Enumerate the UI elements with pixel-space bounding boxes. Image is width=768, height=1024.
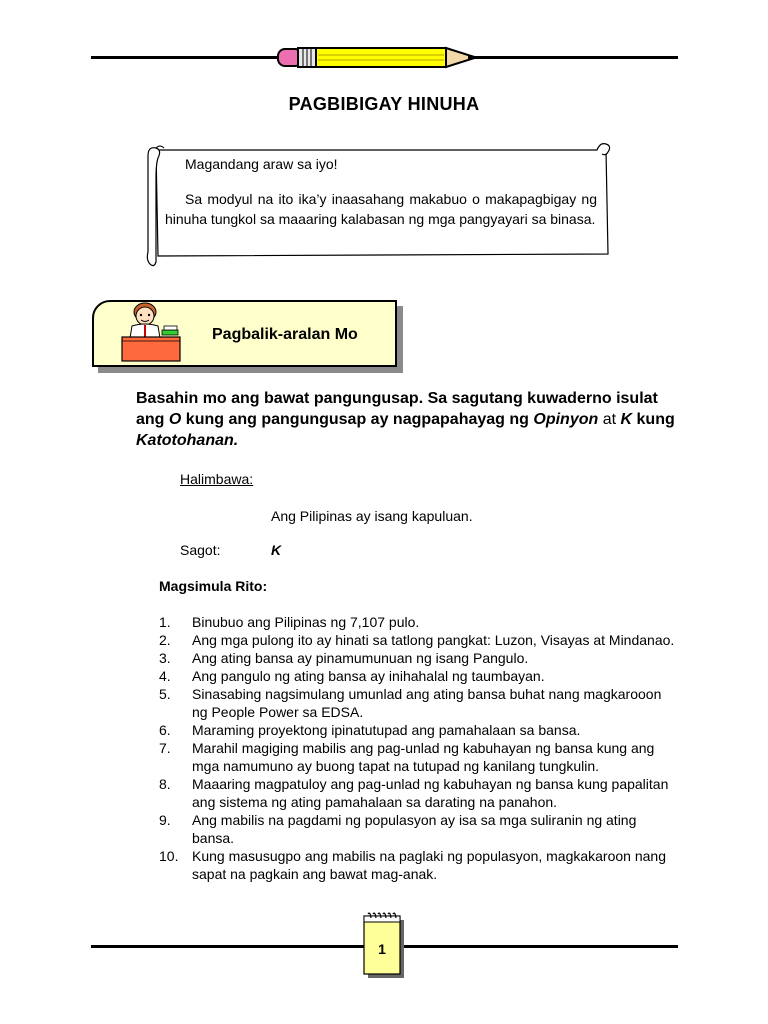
item-text: Binubuo ang Pilipinas ng 7,107 pulo.	[192, 614, 420, 630]
item-text: Sinasabing nagsimulang umunlad ang ating bansa buhat nang magkarooon ng People Power sa EDSA.	[192, 686, 662, 720]
item-number: 5.	[159, 686, 171, 702]
item-text: Maaaring magpatuloy ang pag-unlad ng kabuhayan ng bansa kung papalitan ang sistema ng ating pamahalaan sa darating na panahon.	[192, 776, 669, 810]
list-item	[159, 667, 679, 685]
list-item	[159, 739, 679, 775]
item-number: 1.	[159, 614, 171, 630]
instr-katotohanan: Katotohanan.	[136, 432, 239, 449]
list-item	[159, 847, 679, 883]
exercise-list	[159, 613, 679, 883]
item-text: Maraming proyektong ipinatutupad ang pamahalaan sa bansa.	[192, 722, 581, 738]
item-number: 4.	[159, 668, 171, 684]
item-text: Ang ating bansa ay pinamumunuan ng isang Pangulo.	[192, 650, 529, 666]
review-label: Pagbalik-aralan Mo	[212, 326, 358, 343]
list-item	[159, 685, 679, 721]
instr-text-2: kung ang pangungusap ay nagpapahayag ng	[181, 411, 534, 428]
instr-k-letter: K	[620, 411, 633, 428]
item-text: Marahil magiging mabilis ang pag-unlad ng kabuhayan ng bansa kung ang mga namumuno ay buong tapat na tutupad ng kanilang tungkulin.	[192, 740, 655, 774]
item-number: 6.	[159, 722, 171, 738]
item-number: 10.	[159, 848, 179, 864]
instr-text-1: Basahin mo ang bawat pangungusap. Sa sagutang kuwaderno isulat ang	[136, 390, 658, 428]
instr-text-3: at	[598, 411, 621, 428]
instr-text-4: kung	[632, 411, 675, 428]
list-item	[159, 775, 679, 811]
list-item	[159, 631, 679, 649]
instr-o-letter: O	[168, 411, 182, 428]
student-at-desk-icon	[118, 300, 186, 364]
item-number: 9.	[159, 812, 171, 828]
pencil-icon	[276, 44, 488, 72]
list-item	[159, 613, 679, 631]
list-item	[159, 811, 679, 847]
instr-opinyon: Opinyon	[533, 411, 599, 428]
scroll-text	[165, 154, 597, 229]
item-number: 7.	[159, 740, 171, 756]
item-number: 3.	[159, 650, 171, 666]
list-item	[159, 721, 679, 739]
list-item	[159, 649, 679, 667]
instructions	[136, 388, 676, 451]
exercise-heading: Magsimula Rito:	[159, 578, 268, 594]
answer-value: K	[271, 542, 282, 558]
answer-label: Sagot:	[180, 542, 221, 558]
page-number: 1	[378, 941, 386, 957]
intro-paragraph: Sa modyul na ito ika’y inaasahang makabuo o makapagbigay ng hinuha tungkol sa maaaring kalabasan ng mga pangyayari sa binasa.	[165, 191, 597, 227]
example-sentence: Ang Pilipinas ay isang kapuluan.	[271, 508, 473, 524]
item-text: Ang pangulo ng ating bansa ay inihahalal ng taumbayan.	[192, 668, 545, 684]
page-title: PAGBIBIGAY HINUHA	[288, 94, 480, 114]
item-number: 2.	[159, 632, 171, 648]
greeting-text: Magandang araw sa iyo!	[185, 156, 338, 172]
example-label: Halimbawa:	[180, 471, 254, 487]
item-number: 8.	[159, 776, 171, 792]
item-text: Ang mabilis na pagdami ng populasyon ay isa sa mga suliranin ng ating bansa.	[192, 812, 637, 846]
item-text: Ang mga pulong ito ay hinati sa tatlong pangkat: Luzon, Visayas at Mindanao.	[192, 632, 675, 648]
item-text: Kung masusugpo ang mabilis na paglaki ng populasyon, magkakaroon nang sapat na pagkain ang bawat mag-anak.	[192, 848, 666, 882]
